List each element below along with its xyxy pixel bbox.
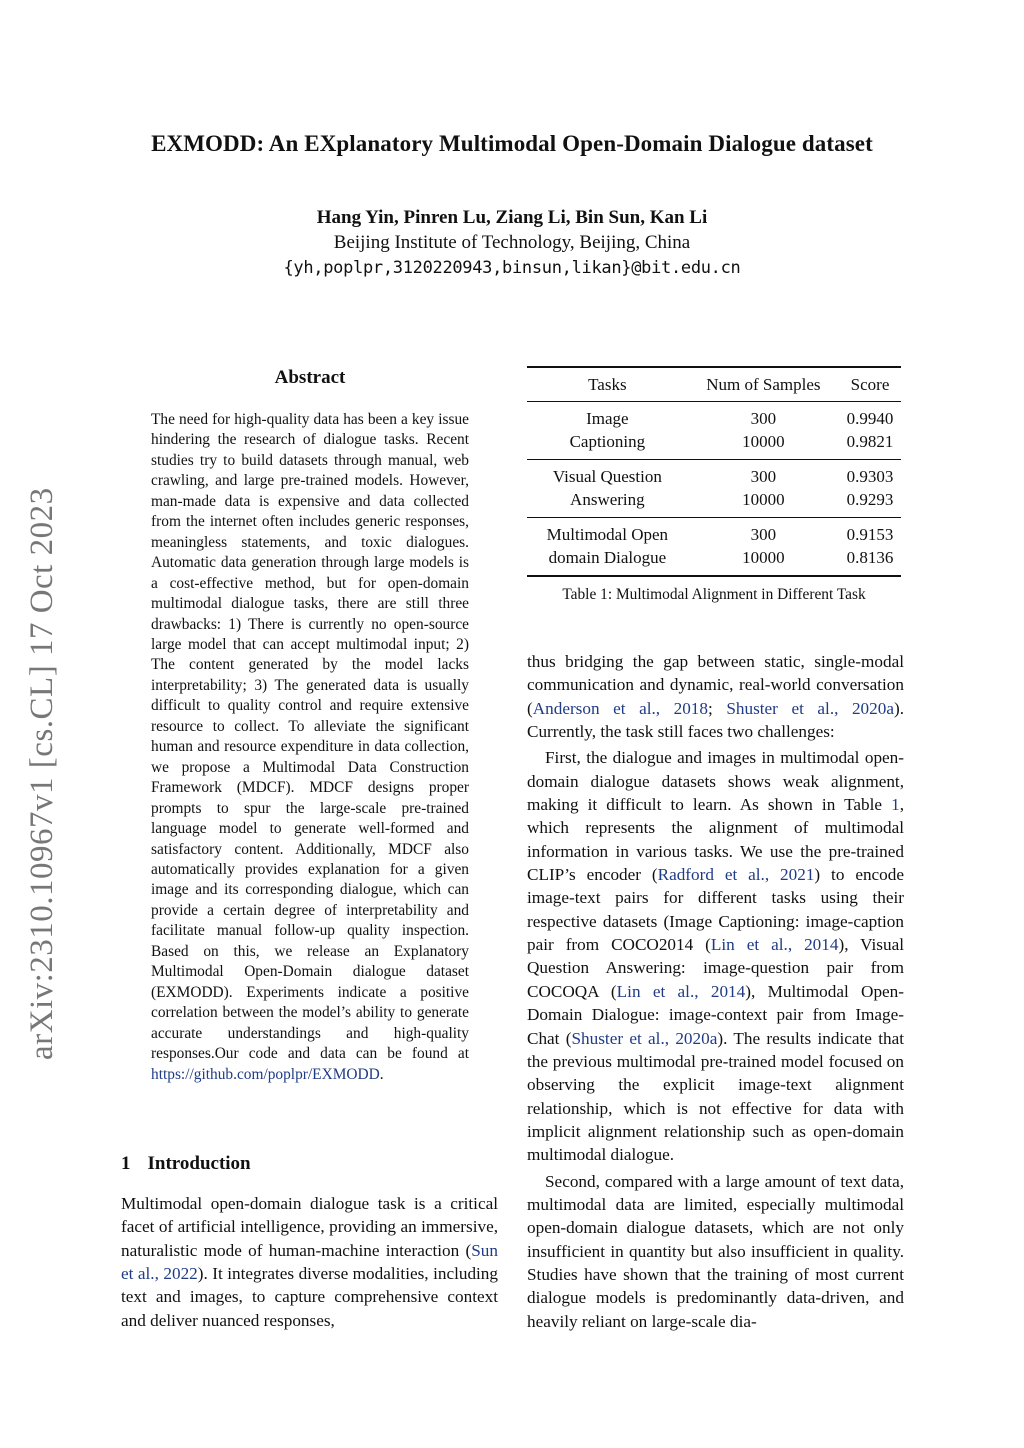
- text-run: First, the dialogue and images in multimodal open-domain dialogue datasets shows weak alignment, making it difficult to learn. As shown in Table: [527, 748, 904, 815]
- intro-paragraph: Second, compared with a large amount of text data, multimodal data are limited, especially multimodal open-domain dialogue datasets, which are not only insufficient in quantity but also insufficient in quality. Studies have shown that the training of most current dialogue models is predominantly data-driven, and heavily reliant on large-scale dia-: [527, 1171, 904, 1331]
- intro-paragraph: [121, 1192, 498, 1332]
- table-cell: 0.9153: [846, 524, 894, 544]
- table-header: Score: [850, 374, 890, 394]
- table-row: [527, 431, 901, 460]
- text-run: ), Multimodal Open-Domain Dialogue: image-context pair from Image-Chat (: [527, 981, 904, 1048]
- intro-paragraph: [527, 650, 904, 743]
- section-title: Introduction: [147, 1153, 251, 1174]
- text-run: , which represents the alignment of multimodal information in various tasks. We use the pre-trained CLIP’s encoder (: [527, 795, 904, 885]
- table-cell: Multimodal Open: [546, 524, 669, 544]
- table-header: Num of Samples: [706, 374, 821, 394]
- table-caption: Table 1: Multimodal Alignment in Different Task: [562, 586, 866, 603]
- citation-link[interactable]: Anderson et al., 2018: [532, 698, 708, 718]
- table-cell: 300: [750, 466, 777, 486]
- text-run: ). The results indicate that the previous multimodal pre-trained model focused on observing the explicit image-text alignment relationship, which is not effective for data with implicit alignment relationship such as open-domain multimodal dialogue.: [527, 1028, 905, 1165]
- section-number: 1: [121, 1153, 131, 1174]
- text-run: ). Currently, the task still faces two challenges:: [527, 698, 905, 742]
- table-reference-link[interactable]: 1: [891, 795, 900, 815]
- table-cell: Image: [586, 408, 629, 428]
- table-cell: Captioning: [569, 432, 646, 452]
- text-run: ), Visual Question Answering: image-question pair from COCOQA (: [527, 935, 904, 1001]
- author-emails: {yh,poplpr,3120220943,binsun,likan}@bit.edu.cn: [283, 258, 741, 278]
- alignment-table: [527, 366, 901, 577]
- table-cell: domain Dialogue: [548, 548, 667, 568]
- code-link[interactable]: https://github.com/poplpr/EXMODD: [151, 1065, 380, 1083]
- table-row: [527, 460, 901, 489]
- text-run: ). It integrates diverse modalities, including text and images, to capture comprehensive context and deliver nuanced responses,: [121, 1264, 498, 1330]
- table-cell: 10000: [742, 490, 785, 510]
- paper-title: EXMODD: An EXplanatory Multimodal Open-Domain Dialogue dataset: [151, 131, 873, 156]
- citation-link[interactable]: Sun et al., 2022: [121, 1240, 498, 1284]
- intro-paragraph: [527, 746, 904, 1166]
- abstract-end: .: [379, 1065, 384, 1083]
- table-cell: 0.8136: [846, 548, 894, 568]
- table-cell: 0.9940: [846, 408, 894, 428]
- affiliation: Beijing Institute of Technology, Beijing, China: [333, 232, 691, 253]
- table-cell: 10000: [742, 432, 785, 452]
- text-run: ) to encode image-text pairs for different tasks using their respective datasets (Image Captioning: image-caption pair from COCO2014 (: [527, 865, 904, 955]
- abstract-body: [151, 410, 469, 1085]
- table-row: [527, 489, 901, 518]
- text-run: thus bridging the gap between static, single-modal communication and dynamic, real-world conversation (: [527, 652, 904, 718]
- abstract-heading: Abstract: [274, 367, 346, 388]
- text-run: ;: [708, 698, 727, 718]
- citation-link[interactable]: Lin et al., 2014: [710, 935, 839, 955]
- citation-link[interactable]: Shuster et al., 2020a: [571, 1028, 718, 1048]
- intro-right-column: [527, 650, 904, 1333]
- table-row: [527, 402, 901, 431]
- intro-left-column: [121, 1192, 498, 1332]
- table-cell: 0.9303: [846, 466, 894, 486]
- table-cell: 10000: [742, 548, 785, 568]
- abstract-text: The need for high-quality data has been a key issue hindering the research of dialogue tasks. Recent studies try to build datasets through manual, web crawling, and large pre-trained models. However, man-made data is expensive and data collected from the internet often includes generic responses, meaningless statements, and toxic dialogues. Automatic data generation through large models is a cost-effective method, but for open-domain multimodal dialogue tasks, there are still three drawbacks: 1) There is currently no open-source large model that can accept multimodal input; 2) The content generated by the model lacks interpretability; 3) The generated data is usually difficult to quality control and require extensive resource to collect. To alleviate the significant human and resource expenditure in data collection, we propose a Multimodal Data Construction Framework (MDCF). MDCF designs proper prompts to spur the large-scale pre-trained language model to generate well-formed and satisfactory content. Additionally, MDCF also automatically provides explanation for a given image and its corresponding dialogue, which can provide a certain degree of interpretability and facilitate manual follow-up quality inspection. Based on this, we release an Explanatory Multimodal Open-Domain dialogue dataset (EXMODD). Experiments indicate a positive correlation between the model’s ability to generate accurate understandings and high-quality responses.Our code and data can be found at: [151, 411, 469, 1063]
- table-cell: 300: [750, 408, 777, 428]
- arxiv-identifier: arXiv:2310.10967v1 [cs.CL] 17 Oct 2023: [24, 487, 60, 1060]
- table-cell: Visual Question: [552, 466, 662, 486]
- table-row: [527, 518, 901, 547]
- table-header-row: [527, 367, 901, 402]
- table-1: [527, 366, 901, 577]
- table-header: Tasks: [588, 374, 627, 394]
- table-row: [527, 547, 901, 577]
- section-heading-introduction: [121, 1153, 251, 1175]
- table-cell: Answering: [570, 490, 645, 510]
- citation-link[interactable]: Shuster et al., 2020a: [726, 698, 894, 718]
- citation-link[interactable]: Lin et al., 2014: [616, 981, 746, 1001]
- author-list: Hang Yin, Pinren Lu, Ziang Li, Bin Sun, Kan Li: [316, 207, 708, 228]
- table-cell: 300: [750, 524, 777, 544]
- text-run: Multimodal open-domain dialogue task is a critical facet of artificial intelligence, providing an immersive, naturalistic mode of human-machine interaction (: [121, 1194, 498, 1260]
- table-cell: 0.9293: [846, 490, 894, 510]
- table-cell: 0.9821: [846, 432, 894, 452]
- citation-link[interactable]: Radford et al., 2021: [657, 865, 815, 885]
